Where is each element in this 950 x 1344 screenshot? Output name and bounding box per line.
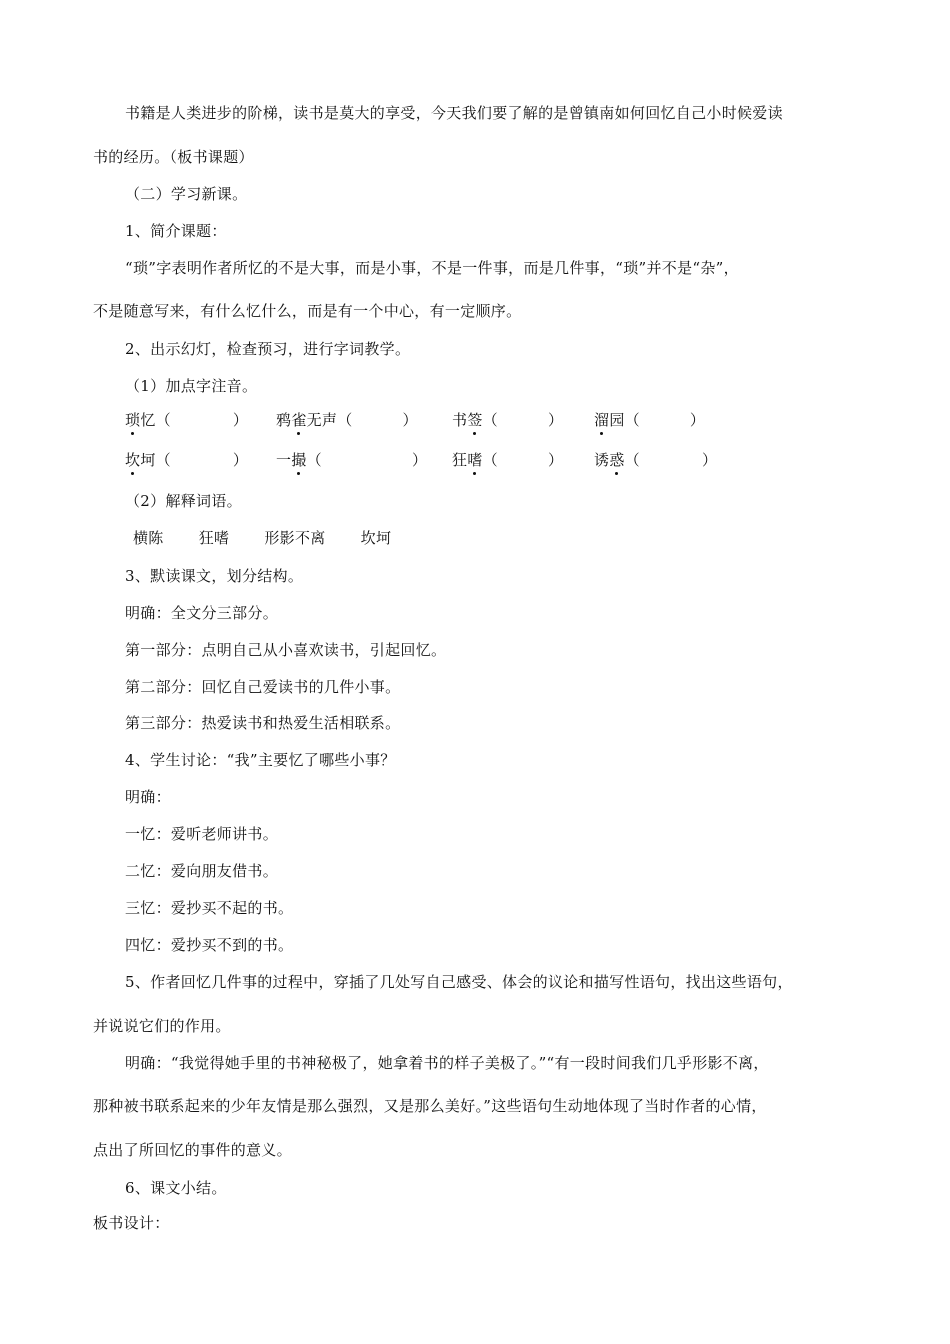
dotted-char: 雀: [291, 411, 307, 429]
pinyin-item: 诱惑（ ）: [594, 451, 718, 469]
term-item: 坎坷: [360, 529, 392, 547]
dotted-char: 溜: [594, 411, 610, 429]
dotted-char: 签: [467, 411, 483, 429]
pinyin-row-2: [125, 450, 765, 474]
step-5-answer-line-1: 明确：“我觉得她手里的书神秘极了，她拿着书的样子美极了。”“有一段时间我们几乎形影不离，: [125, 1054, 769, 1072]
pinyin-item: 一撮（ ）: [276, 451, 428, 469]
pinyin-item: 溜园（ ）: [594, 411, 706, 429]
dotted-char: 坎: [125, 451, 141, 469]
term-item: 横陈: [133, 529, 164, 547]
title-explanation-line-2: 不是随意写来，有什么忆什么，而是有一个中心，有一定顺序。: [93, 302, 522, 320]
board-design-heading: 板书设计：: [93, 1214, 170, 1232]
step-5-answer-line-3: 点出了所回忆的事件的意义。: [93, 1141, 292, 1159]
structure-part-2: 第二部分：回忆自己爱读书的几件小事。: [125, 678, 401, 696]
pinyin-item: 狂嗜（ ）: [452, 451, 564, 469]
intro-paragraph-line-2: 书的经历。（板书课题）: [93, 148, 254, 166]
dotted-char: 琐: [125, 411, 141, 429]
memory-item-2: 二忆：爱向朋友借书。: [125, 862, 279, 880]
term-item: 形影不离: [264, 529, 326, 547]
title-explanation-line-1: “琐”字表明作者所忆的不是大事，而是小事，不是一件事，而是几件事，“琐”并不是“杂”，: [125, 259, 739, 277]
pinyin-item: 琐忆（ ）: [125, 411, 249, 429]
section-heading-new-lesson: （二）学习新课。: [125, 185, 248, 203]
pinyin-item: 鸦雀无声（ ）: [276, 411, 418, 429]
dotted-char: 嗜: [467, 451, 483, 469]
intro-paragraph-line-1: 书籍是人类进步的阶梯，读书是莫大的享受，今天我们要了解的是曾镇南如何回忆自己小时候爱读: [125, 104, 783, 122]
memory-item-1: 一忆：爱听老师讲书。: [125, 825, 279, 843]
discussion-answer-label: 明确：: [125, 788, 171, 806]
step-5-answer-line-2: 那种被书联系起来的少年友情是那么强烈，又是那么美好。”这些语句生动地体现了当时作者的心情，: [93, 1097, 767, 1115]
dotted-char: 惑: [609, 451, 625, 469]
structure-part-3: 第三部分：热爱读书和热爱生活相联系。: [125, 714, 401, 732]
structure-summary: 明确：全文分三部分。: [125, 604, 279, 622]
step-1-heading: 1、简介课题：: [125, 222, 227, 240]
step-3-heading: 3、默读课文，划分结构。: [125, 567, 304, 585]
memory-item-4: 四忆：爱抄买不到的书。: [125, 936, 294, 954]
term-explanation-heading: （2）解释词语。: [125, 492, 242, 510]
pinyin-item: 书签（ ）: [452, 411, 564, 429]
step-6-heading: 6、课文小结。: [125, 1179, 227, 1197]
structure-part-1: 第一部分：点明自己从小喜欢读书，引起回忆。: [125, 641, 447, 659]
step-5-line-1: 5、作者回忆几件事的过程中，穿插了几处写自己感受、体会的议论和描写性语句，找出这些语句，: [125, 973, 793, 991]
terms-list: [133, 528, 421, 548]
pinyin-row-1: [125, 410, 765, 434]
pinyin-task-heading: （1）加点字注音。: [125, 377, 258, 395]
memory-item-3: 三忆：爱抄买不起的书。: [125, 899, 294, 917]
step-4-heading: 4、学生讨论：“我”主要忆了哪些小事？: [125, 751, 396, 769]
step-5-line-2: 并说说它们的作用。: [93, 1017, 231, 1035]
pinyin-item: 坎坷（ ）: [125, 451, 249, 469]
term-item: 狂嗜: [198, 529, 230, 547]
step-2-heading: 2、出示幻灯，检查预习，进行字词教学。: [125, 340, 411, 358]
dotted-char: 撮: [291, 451, 307, 469]
